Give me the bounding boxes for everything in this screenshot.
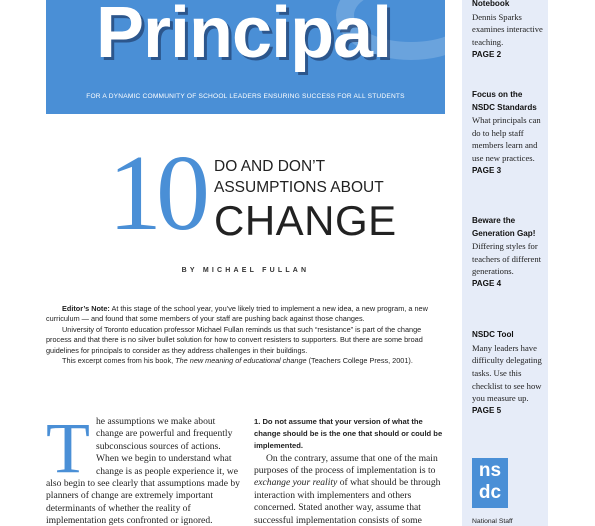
editors-note-label: Editor’s Note: — [62, 304, 110, 313]
headline-number: 10 — [108, 134, 204, 253]
article-column-right — [254, 416, 446, 526]
masthead-banner — [46, 0, 445, 114]
sidebar-item-page: PAGE 4 — [472, 279, 502, 289]
nsdc-logo — [472, 458, 508, 508]
sidebar-item-notebook — [472, 0, 544, 61]
publication-title: Principal — [96, 0, 392, 73]
sidebar-item-generation-gap — [472, 215, 544, 291]
sidebar-item-nsdc-standards — [472, 89, 544, 177]
sidebar-item-heading: Focus on the NSDC Standards — [472, 90, 537, 112]
sidebar-item-description: Many leaders have difficulty delegating tasks. Use this checklist to see how you measure up. — [472, 342, 542, 404]
sidebar-item-heading: NSDC Tool — [472, 330, 514, 339]
editors-note — [46, 304, 445, 366]
sidebar-item-heading: Notebook — [472, 0, 510, 8]
rule-1-heading: 1. Do not assume that your version of what the change should be is the one that should or could be implemented. — [254, 417, 443, 451]
article-intro-text: he assumptions we make about change are powerful and frequently subconscious sources of actions. When we begin to understand what change is as people experience it, we also begin to see clearly that assumptions made by planners of change are extremely important determinants of whether the reality of implementation gets confronted or ignored. — [46, 416, 240, 526]
editors-note-text-3-pre: This excerpt comes from his book, — [62, 356, 174, 366]
book-title: The new meaning of educational change — [175, 356, 307, 366]
byline: BY MICHAEL FULLAN — [181, 267, 310, 274]
sidebar-item-description: What principals can do to help staff members learn and use new practices. — [472, 115, 541, 164]
rule-1-text-pre: On the contrary, assume that one of the main purposes of the process of implementation is to — [254, 452, 438, 477]
editors-note-paragraph-1 — [46, 304, 445, 325]
logo-text-top: ns — [478, 460, 502, 481]
editors-note-text-1: At this stage of the school year, you’ve likely tried to implement a new idea, a new program, a new curriculum — and found that some members of your staff are pushing back against those changes. — [46, 304, 428, 324]
publication-tagline: FOR A DYNAMIC COMMUNITY OF SCHOOL LEADERS ENSURING SUCCESS FOR ALL STUDENTS — [86, 93, 405, 100]
sidebar-item-page: PAGE 5 — [472, 406, 502, 416]
rule-1-text-post: of what should be through interaction with implementers and others concerned. Stated another way, assume that successful implementation consists of some — [254, 477, 441, 526]
logo-text-bottom: dc — [478, 482, 502, 503]
article-column-left — [46, 416, 242, 526]
headline-line-3: CHANGE — [214, 197, 397, 244]
sidebar-item-description: Dennis Sparks examines interactive teaching. — [472, 11, 543, 47]
sidebar-item-description: Differing styles for teachers of different generations. — [472, 241, 542, 277]
editors-note-text-3-post: (Teachers College Press, 2001). — [308, 356, 413, 366]
rule-1-body — [254, 453, 446, 526]
headline-line-1: DO AND DON’T — [214, 158, 326, 175]
contents-sidebar — [462, 0, 548, 526]
rule-1-emphasis: exchange your reality — [254, 477, 338, 489]
sidebar-item-heading: Beware the Generation Gap! — [472, 216, 536, 238]
editors-note-paragraph-2: University of Toronto education professor Michael Fullan reminds us that such “resistance” is part of the change process and that there is no silver bullet solution for how to convert resisters to supporters. But there are some broad guidelines for principals to consider as they address challenges in their buildings. — [46, 324, 423, 355]
editors-note-paragraph-3 — [46, 356, 445, 366]
drop-cap: T — [46, 416, 90, 488]
headline-line-2: ASSUMPTIONS ABOUT — [214, 179, 384, 196]
sidebar-item-nsdc-tool — [472, 329, 544, 418]
sidebar-item-page: PAGE 3 — [472, 165, 502, 175]
sidebar-item-page: PAGE 2 — [472, 49, 502, 59]
organization-name: National Staff — [472, 518, 513, 525]
